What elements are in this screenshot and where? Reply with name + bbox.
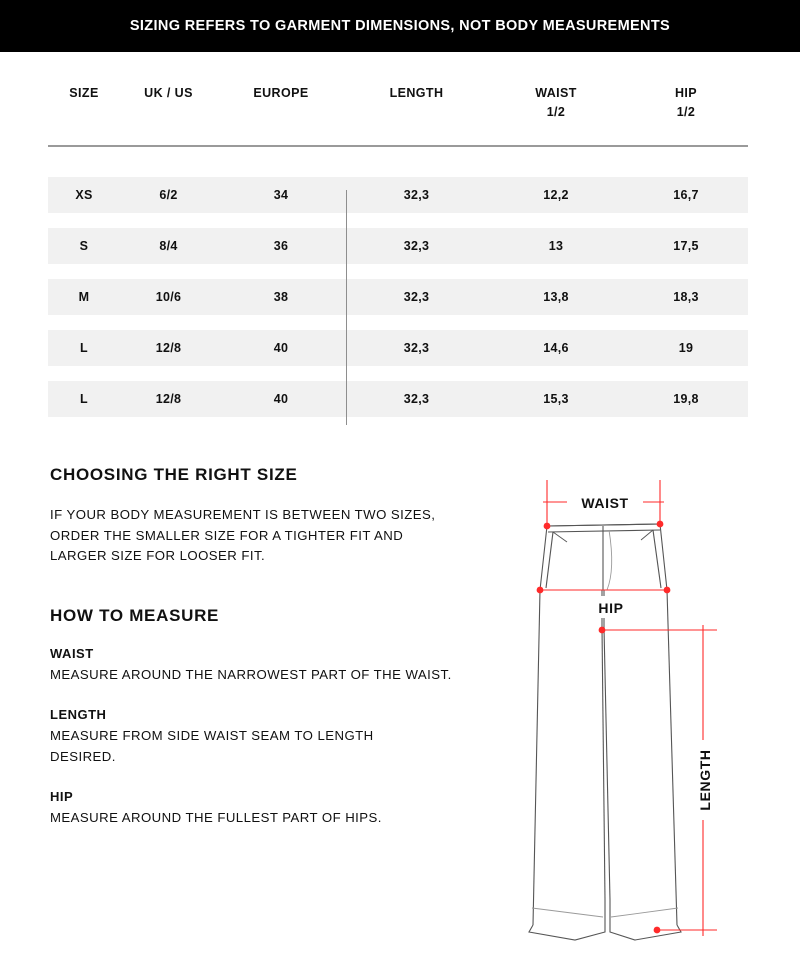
cell-waist: 13,8 bbox=[488, 279, 624, 315]
measure-desc-length-line-1: MEASURE FROM SIDE WAIST SEAM TO LENGTH bbox=[50, 728, 374, 743]
cell-length: 32,3 bbox=[345, 228, 488, 264]
cell-hip: 17,5 bbox=[624, 228, 748, 264]
waist-dimension-group bbox=[543, 480, 664, 529]
choosing-size-line-2: ORDER THE SMALLER SIZE FOR A TIGHTER FIT AND bbox=[50, 527, 404, 543]
table-row bbox=[48, 330, 748, 366]
cell-uk-us: 12/8 bbox=[120, 330, 217, 366]
table-row bbox=[48, 228, 748, 264]
table-row bbox=[48, 177, 748, 213]
cell-size: M bbox=[48, 279, 120, 315]
cell-length: 32,3 bbox=[345, 177, 488, 213]
cell-waist: 15,3 bbox=[488, 381, 624, 417]
measure-gap bbox=[50, 685, 500, 707]
cell-europe: 34 bbox=[217, 177, 345, 213]
trouser-measurement-diagram bbox=[505, 470, 800, 965]
cell-length: 32,3 bbox=[345, 279, 488, 315]
notice-banner bbox=[0, 0, 800, 52]
table-header-row bbox=[48, 84, 748, 146]
length-dimension-label: LENGTH bbox=[697, 749, 713, 811]
column-header-hip: HIP 1/2 bbox=[624, 84, 748, 146]
cell-size: S bbox=[48, 228, 120, 264]
cell-hip: 19 bbox=[624, 330, 748, 366]
table-column-divider bbox=[346, 190, 347, 425]
row-gap bbox=[48, 264, 748, 279]
measure-item-length bbox=[50, 707, 500, 767]
row-gap bbox=[48, 213, 748, 228]
cell-length: 32,3 bbox=[345, 330, 488, 366]
waist-point-left bbox=[544, 523, 551, 530]
choosing-size-line-3: LARGER SIZE FOR LOOSER FIT. bbox=[50, 548, 266, 563]
cell-waist: 13 bbox=[488, 228, 624, 264]
column-header-waist: WAIST 1/2 bbox=[488, 84, 624, 146]
cell-hip: 19,8 bbox=[624, 381, 748, 417]
hip-point-right bbox=[664, 587, 671, 594]
cell-europe: 36 bbox=[217, 228, 345, 264]
measure-term-waist: WAIST bbox=[50, 645, 94, 661]
waist-dimension-label: WAIST bbox=[581, 495, 629, 511]
size-chart-table-wrapper bbox=[48, 84, 748, 417]
column-header-uk-us: UK / US bbox=[120, 84, 217, 146]
cell-europe: 38 bbox=[217, 279, 345, 315]
measure-term-length: LENGTH bbox=[50, 707, 107, 722]
row-gap bbox=[48, 315, 748, 330]
cell-uk-us: 10/6 bbox=[120, 279, 217, 315]
cell-waist: 14,6 bbox=[488, 330, 624, 366]
notice-banner-text: SIZING REFERS TO GARMENT DIMENSIONS, NOT BODY MEASUREMENTS bbox=[129, 18, 671, 34]
cell-uk-us: 6/2 bbox=[120, 177, 217, 213]
cell-europe: 40 bbox=[217, 330, 345, 366]
size-chart-table bbox=[48, 84, 748, 417]
hip-dimension-label: HIP bbox=[598, 600, 624, 616]
cell-europe: 40 bbox=[217, 381, 345, 417]
cell-uk-us: 8/4 bbox=[120, 228, 217, 264]
column-header-length: LENGTH bbox=[345, 84, 488, 146]
cell-uk-us: 12/8 bbox=[120, 381, 217, 417]
choosing-size-line-1: IF YOUR BODY MEASUREMENT IS BETWEEN TWO SIZES, bbox=[50, 507, 436, 522]
hip-point-left bbox=[537, 587, 544, 594]
measure-desc-length-line-2: DESIRED. bbox=[50, 748, 116, 764]
guidance-column bbox=[50, 465, 500, 829]
table-row bbox=[48, 381, 748, 417]
how-to-measure-heading: HOW TO MEASURE bbox=[50, 605, 220, 625]
row-gap bbox=[48, 146, 748, 177]
cell-size: L bbox=[48, 381, 120, 417]
cell-hip: 16,7 bbox=[624, 177, 748, 213]
section-gap bbox=[50, 567, 500, 606]
cell-hip: 18,3 bbox=[624, 279, 748, 315]
length-dimension-group bbox=[599, 625, 717, 936]
measure-desc-waist: MEASURE AROUND THE NARROWEST PART OF THE WAIST. bbox=[50, 666, 452, 682]
trouser-outline-icon bbox=[529, 524, 681, 940]
length-point-bottom bbox=[654, 927, 661, 934]
measure-item-waist bbox=[50, 646, 500, 686]
length-point-top bbox=[599, 627, 606, 634]
column-header-size: SIZE bbox=[48, 84, 120, 146]
cell-length: 32,3 bbox=[345, 381, 488, 417]
measure-gap bbox=[50, 767, 500, 789]
cell-waist: 12,2 bbox=[488, 177, 624, 213]
row-gap bbox=[48, 366, 748, 381]
measure-term-hip: HIP bbox=[50, 789, 74, 804]
cell-size: XS bbox=[48, 177, 120, 213]
waist-point-right bbox=[657, 521, 664, 528]
measure-item-hip bbox=[50, 789, 500, 829]
measure-desc-hip: MEASURE AROUND THE FULLEST PART OF HIPS. bbox=[50, 810, 382, 825]
cell-size: L bbox=[48, 330, 120, 366]
table-row bbox=[48, 279, 748, 315]
choosing-size-heading: CHOOSING THE RIGHT SIZE bbox=[50, 465, 298, 484]
column-header-europe: EUROPE bbox=[217, 84, 345, 146]
